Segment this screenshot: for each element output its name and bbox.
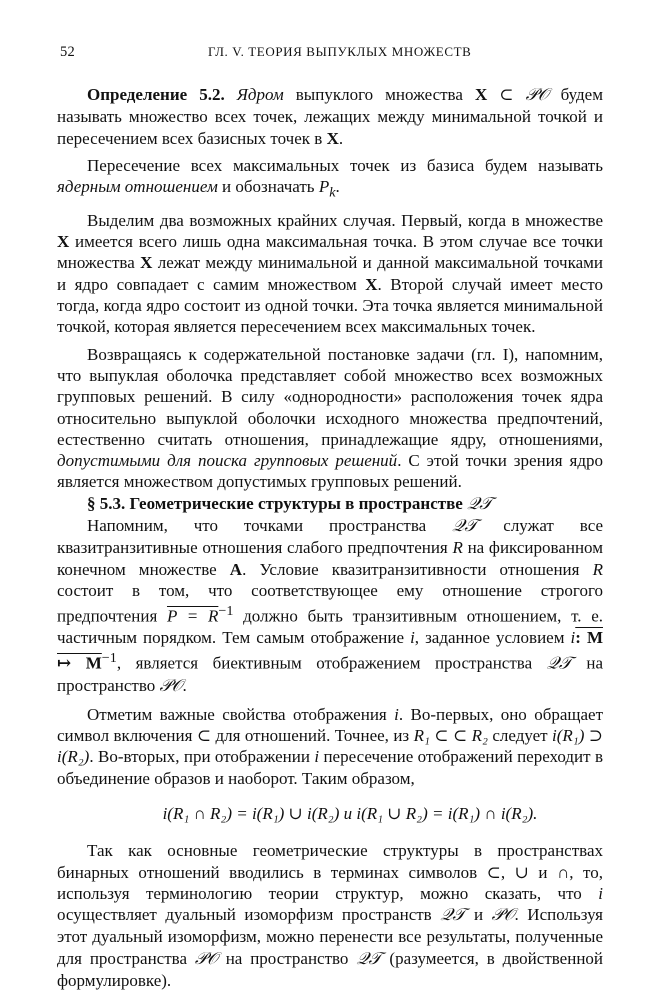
text: .: [335, 177, 340, 197]
text: . Во-первых, оно обращает символ включения ⊂ для отношений. Точнее, из: [57, 704, 603, 746]
text: на фиксированном конечном множестве: [57, 538, 603, 579]
symbol-X: X: [57, 232, 70, 252]
text: Пересечение всех максимальных точек из базиса будем называть: [87, 155, 603, 175]
page-number: 52: [60, 44, 75, 60]
text: имеется всего лишь одна максимальная точка. В этом случае все точки множества: [57, 232, 603, 273]
text: состоит в том, что соответствующее ему отношение строгого предпочтения: [57, 580, 603, 626]
symbol-QT: 𝒬𝒯: [467, 493, 493, 514]
text: . Во-вторых, при отображении: [89, 747, 315, 767]
definition-label: Определение 5.2.: [87, 85, 225, 104]
text: будем называть множество всех точек, лежащих между минимальной точкой и пересечением всех базисных точек в: [57, 85, 603, 148]
text: лежат между минимальной и данной максимальной точками и ядро совпадает с самим множеством: [57, 253, 603, 294]
symbol-i: i: [598, 883, 603, 903]
paragraph-admissible: [57, 344, 603, 493]
text: следует: [487, 726, 553, 746]
symbol-QT: 𝒬𝒯: [546, 654, 572, 675]
symbol-i: i: [570, 628, 576, 648]
symbol-PO: 𝒫𝒪: [194, 948, 218, 969]
superscript-inverse: −1: [218, 603, 234, 620]
formula-duality: i(R₁ ∩ R₂) = i(R₁) ∪ i(R₂) и i(R₁ ∪ R₂) = i(R₁) ∩ i(R₂).: [162, 803, 538, 823]
formula-P-equals-R: P = R: [166, 606, 219, 626]
section-heading: [57, 493, 603, 515]
page-body: [57, 84, 603, 991]
text: пересечение отображений переходит в объединение образов и наоборот. Таким образом,: [57, 747, 603, 788]
text: . С этой точки зрения ядро является множеством допустимых групповых решений.: [57, 451, 603, 492]
symbol-A: A: [229, 559, 243, 579]
text: выпуклого множества: [283, 85, 475, 104]
symbol-X: X: [140, 253, 153, 273]
symbol-X: X: [474, 85, 488, 104]
text: должно быть транзитивным отношением, т. е. частичным порядком. Тем самым отображение: [57, 606, 604, 648]
text: ⊂: [487, 85, 526, 104]
text: . Второй случай имеет место тогда, когда ядро состоит из одной точки. Эта точка является минимальной точкой, которая является пересечением всех максимальных точек.: [57, 274, 604, 337]
text: . Используя этот дуальный изоморфизм, можно перенести все результаты, полученные для пространства: [57, 905, 603, 968]
symbol-PO: 𝒫𝒪: [491, 905, 515, 926]
symbol-X: X: [365, 274, 378, 294]
formula-reverse-inclusion: i(R₁) ⊃ i(R₂): [57, 726, 604, 767]
symbol-R: R: [592, 559, 603, 579]
section-number: § 5.3.: [87, 493, 126, 513]
definition-5-2: [57, 84, 603, 149]
symbol-X: X: [326, 128, 339, 148]
symbol-QT: 𝒬𝒯: [356, 948, 382, 969]
symbol-QT: 𝒬𝒯: [440, 905, 466, 926]
text: и обозначать: [217, 177, 319, 197]
section-title: Геометрические структуры в пространстве: [129, 493, 468, 513]
symbol-PO: 𝒫𝒪: [525, 85, 549, 105]
formula-inclusion: R₁ ⊂ ⊂ R₂: [413, 726, 488, 746]
formula-map: : M ↦ M: [57, 628, 603, 674]
paragraph-extreme-cases: [57, 210, 603, 338]
paragraph-properties: [57, 704, 603, 789]
symbol-QT: 𝒬𝒯: [452, 516, 478, 537]
display-formula: [57, 803, 603, 824]
text: и: [465, 905, 492, 925]
text: , является биективным отображением пространства: [116, 654, 547, 674]
text: осуществляет дуальный изоморфизм пространств: [57, 905, 441, 925]
text: Напомним, что точками пространства: [87, 516, 453, 536]
text: Выделим два возможных крайних случая. Первый, когда в множестве: [87, 210, 603, 230]
paragraph-quasitransitive: [57, 515, 603, 698]
term-kernel-relation: ядерным отношением: [57, 177, 218, 197]
term-admissible: допустимыми для поиска групповых решений: [57, 451, 398, 471]
symbol-i: i: [314, 747, 320, 767]
text: Отметим важные свойства отображения: [87, 704, 395, 724]
text: на пространство: [57, 654, 603, 696]
text: на пространство: [217, 948, 357, 968]
symbol-P: P: [318, 177, 330, 197]
text: .: [182, 676, 187, 696]
subscript-k: k: [329, 184, 336, 201]
text: , заданное условием: [414, 628, 571, 648]
text: Так как основные геометрические структуры в пространствах бинарных отношений вводились в терминах символов ⊂, ∪ и ∩, то, используя терминологию теории структур, можно сказать, что: [57, 841, 603, 903]
symbol-i: i: [394, 704, 399, 724]
symbol-PO: 𝒫𝒪: [159, 676, 183, 697]
superscript-inverse: −1: [101, 650, 117, 667]
text: служат все квазитранзитивные отношения слабого предпочтения: [57, 516, 603, 558]
running-title: ГЛ. V. ТЕОРИЯ ВЫПУКЛЫХ МНОЖЕСТВ: [208, 44, 472, 59]
term-kernel: Ядром: [236, 85, 284, 104]
text: Возвращаясь к содержательной постановке задачи (гл. I), напомним, что выпуклая оболочка представляет собой множество всех возможных групповых решений. В силу «однородности» расположения точек ядра относительно выпуклой оболочки исходного множества предпочтений, естественно считать отношения, принадлежащие ядру, отношениями,: [57, 344, 603, 449]
symbol-i: i: [410, 628, 415, 648]
text: (разумеется, в двойственной формулировке).: [57, 948, 604, 990]
text: . Условие квазитранзитивности отношения: [242, 559, 593, 579]
paragraph-dual-isomorphism: [57, 840, 603, 991]
text: .: [338, 128, 344, 148]
paragraph-kernel-relation: [57, 155, 603, 204]
symbol-R: R: [452, 538, 463, 558]
